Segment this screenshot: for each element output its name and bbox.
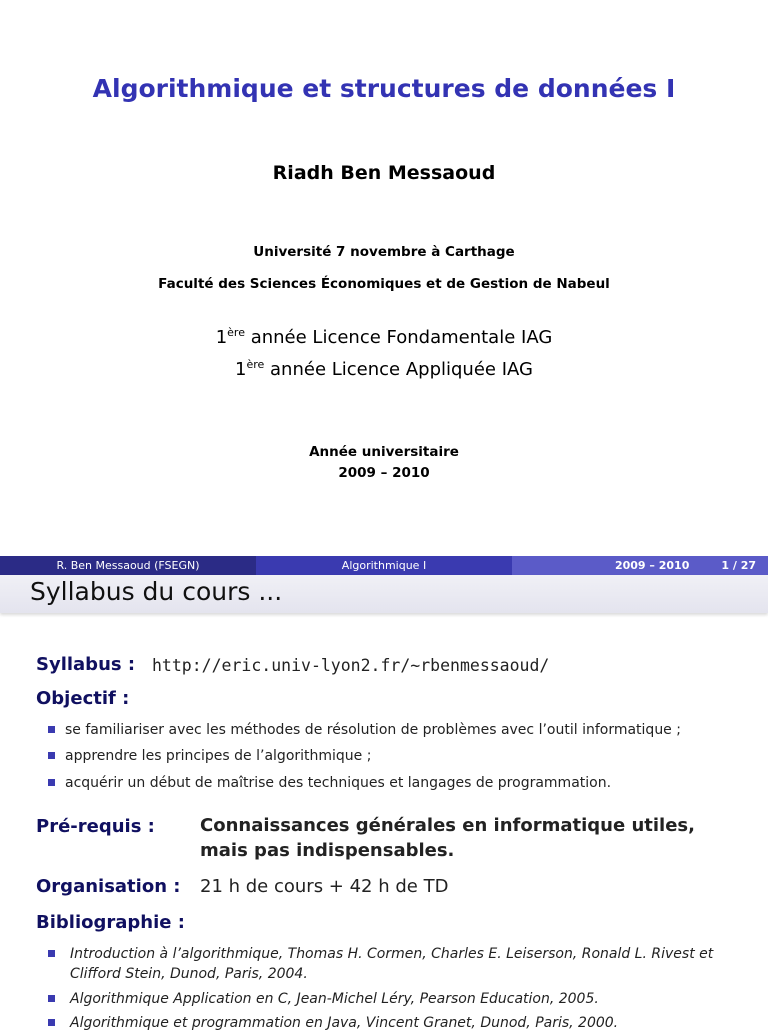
bullet-icon xyxy=(48,995,55,1002)
objectif-item xyxy=(48,722,681,738)
prerequis-label: Pré-requis : xyxy=(36,816,155,837)
bullet-icon xyxy=(48,752,55,759)
syllabus-url[interactable]: http://eric.univ-lyon2.fr/~rbenmessaoud/ xyxy=(152,656,550,675)
biblio-text: Introduction à l’algorithmique, Thomas H. Cormen, Charles E. Leiserson, Ronald L. Rivest et Clifford Stein, Dunod, Paris, 2004. xyxy=(70,946,714,982)
footer-page-number: 1 / 27 xyxy=(721,559,756,572)
prerequis-line1: Connaissances générales en informatique utiles, xyxy=(200,815,695,836)
objectif-text: apprendre les principes de l’algorithmique ; xyxy=(65,748,372,764)
objectif-text: acquérir un début de maîtrise des techniques et langages de programmation. xyxy=(65,775,612,791)
licence2-num: 1 xyxy=(235,359,247,380)
academic-year: 2009 – 2010 xyxy=(338,465,430,481)
licence-appliquee xyxy=(0,359,768,380)
slide-footer xyxy=(0,556,768,575)
objectif-label: Objectif : xyxy=(36,688,130,709)
slide-title: Algorithmique et structures de données I xyxy=(92,74,676,103)
licence1-text: année Licence Fondamentale IAG xyxy=(244,327,553,348)
biblio-item xyxy=(48,989,748,1009)
frame-title-bar xyxy=(0,575,768,613)
biblio-item xyxy=(48,944,748,984)
footer-author: R. Ben Messaoud (FSEGN) xyxy=(0,556,256,575)
footer-years: 2009 – 2010 xyxy=(614,559,690,572)
syllabus-label: Syllabus : xyxy=(36,654,136,675)
academic-year-label: Année universitaire xyxy=(309,444,459,460)
objectif-item xyxy=(48,775,611,791)
bullet-icon xyxy=(48,950,55,957)
bullet-icon xyxy=(48,779,55,786)
licence1-sup: ère xyxy=(227,326,245,339)
biblio-text: Algorithmique Application en C, Jean-Michel Léry, Pearson Education, 2005. xyxy=(70,991,599,1007)
footer-course: Algorithmique I xyxy=(256,556,512,575)
bibliographie-label: Bibliographie : xyxy=(36,912,185,933)
organisation-value: 21 h de cours + 42 h de TD xyxy=(200,876,449,897)
bullet-icon xyxy=(48,726,55,733)
biblio-text: Algorithmique et programmation en Java, Vincent Granet, Dunod, Paris, 2000. xyxy=(70,1015,619,1031)
bullet-icon xyxy=(48,1019,55,1026)
objectif-text: se familiariser avec les méthodes de résolution de problèmes avec l’outil informatique ; xyxy=(65,722,681,738)
organisation-label: Organisation : xyxy=(36,876,181,897)
university-name: Université 7 novembre à Carthage xyxy=(253,244,515,260)
licence-fondamentale xyxy=(0,327,768,348)
licence2-text: année Licence Appliquée IAG xyxy=(264,359,533,380)
prerequis-line2: mais pas indispensables. xyxy=(200,840,455,861)
licence1-num: 1 xyxy=(215,327,228,348)
biblio-item xyxy=(48,1013,748,1033)
objectif-item xyxy=(48,748,371,764)
licence2-sup: ère xyxy=(246,358,265,371)
faculty-name: Faculté des Sciences Économiques et de Gestion de Nabeul xyxy=(158,276,610,292)
frame-title: Syllabus du cours ... xyxy=(30,577,283,606)
author-name: Riadh Ben Messaoud xyxy=(272,162,496,184)
footer-info xyxy=(512,556,768,575)
